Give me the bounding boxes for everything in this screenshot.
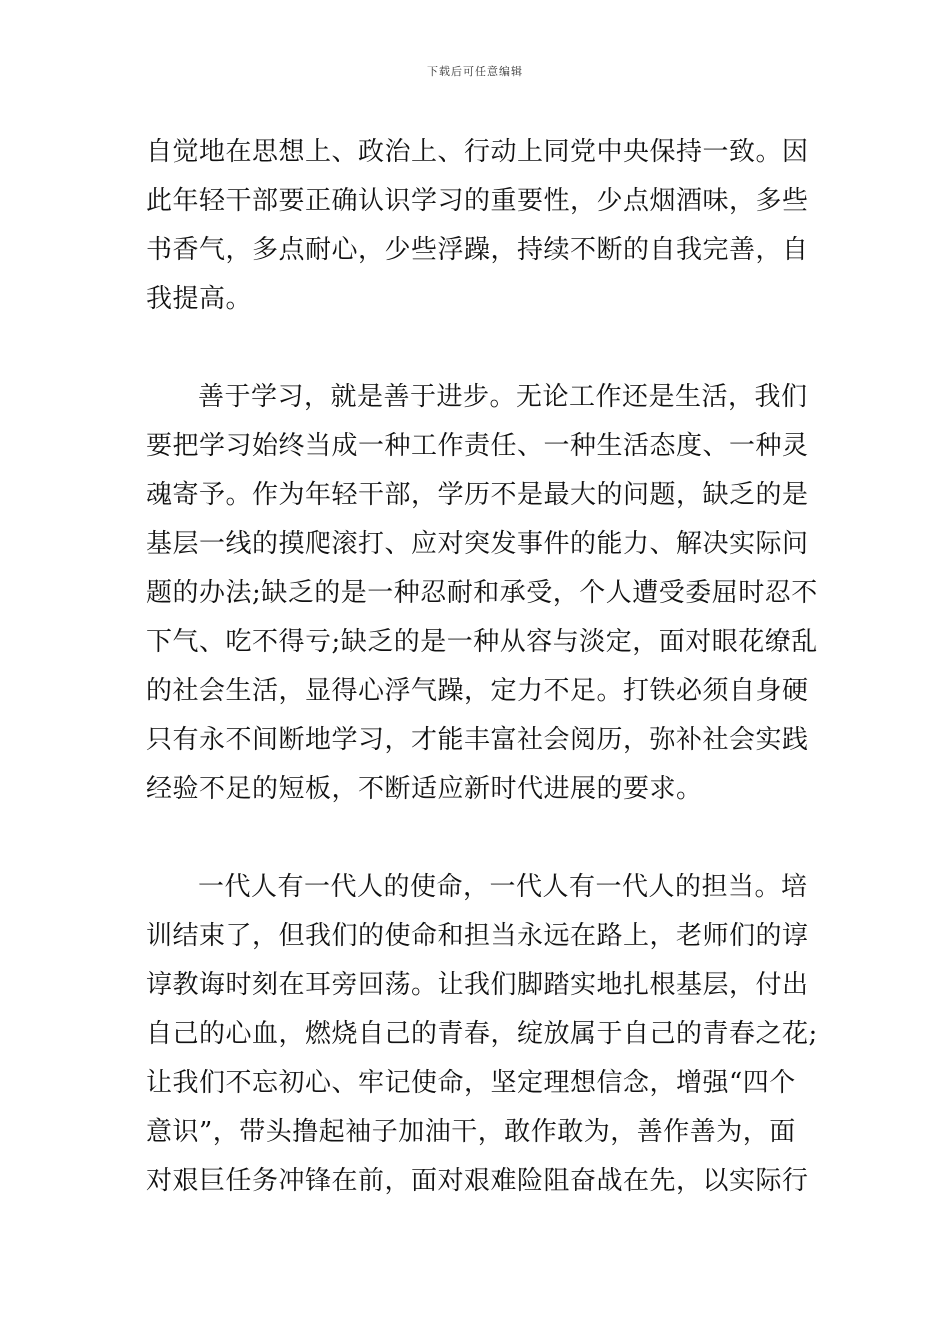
text-line: 题的办法;缺乏的是一种忍耐和承受，个人遭受委屈时忍不 [146,578,818,608]
text-line: 经验不足的短板，不断适应新时代进展的要求。 [146,774,703,804]
text-line: 基层一线的摸爬滚打、应对突发事件的能力、解决实际问 [146,529,809,559]
text-line: 我提高。 [146,284,253,314]
text-line: 此年轻干部要正确认识学习的重要性，少点烟酒味，多些 [146,186,809,216]
text-line: 让我们不忘初心、牢记使命，坚定理想信念，增强“四个 [146,1068,796,1098]
text-line: 书香气，多点耐心，少些浮躁，持续不断的自我完善，自 [146,235,809,265]
text-line: 下气、吃不得亏;缺乏的是一种从容与淡定，面对眼花缭乱 [146,627,818,657]
text-line: 只有永不间断地学习，才能丰富社会阅历，弥补社会实践 [146,725,809,755]
paragraph-1 [146,128,809,324]
page-header: 下载后可任意编辑 [427,65,523,78]
paragraph-2 [146,373,818,814]
text-line: 谆教诲时刻在耳旁回荡。让我们脚踏实地扎根基层，付出 [146,970,809,1000]
text-line: 自觉地在思想上、政治上、行动上同党中央保持一致。因 [146,137,809,167]
text-line: 要把学习始终当成一种工作责任、一种生活态度、一种灵 [146,431,809,461]
text-line: 意识”，带头撸起袖子加油干，敢作敢为，善作善为，面 [146,1117,796,1147]
text-line: 对艰巨任务冲锋在前，面对艰难险阻奋战在先，以实际行 [146,1166,809,1196]
text-line: 善于学习，就是善于进步。无论工作还是生活，我们 [198,382,808,412]
text-line: 的社会生活，显得心浮气躁，定力不足。打铁必须自身硬 [146,676,809,706]
text-line: 魂寄予。作为年轻干部，学历不是最大的问题，缺乏的是 [146,480,809,510]
text-line: 自己的心血，燃烧自己的青春，绽放属于自己的青春之花; [146,1019,818,1049]
text-line: 训结束了，但我们的使命和担当永远在路上，老师们的谆 [146,921,809,951]
paragraph-3 [146,863,818,1206]
text-line: 一代人有一代人的使命，一代人有一代人的担当。培 [198,872,808,902]
